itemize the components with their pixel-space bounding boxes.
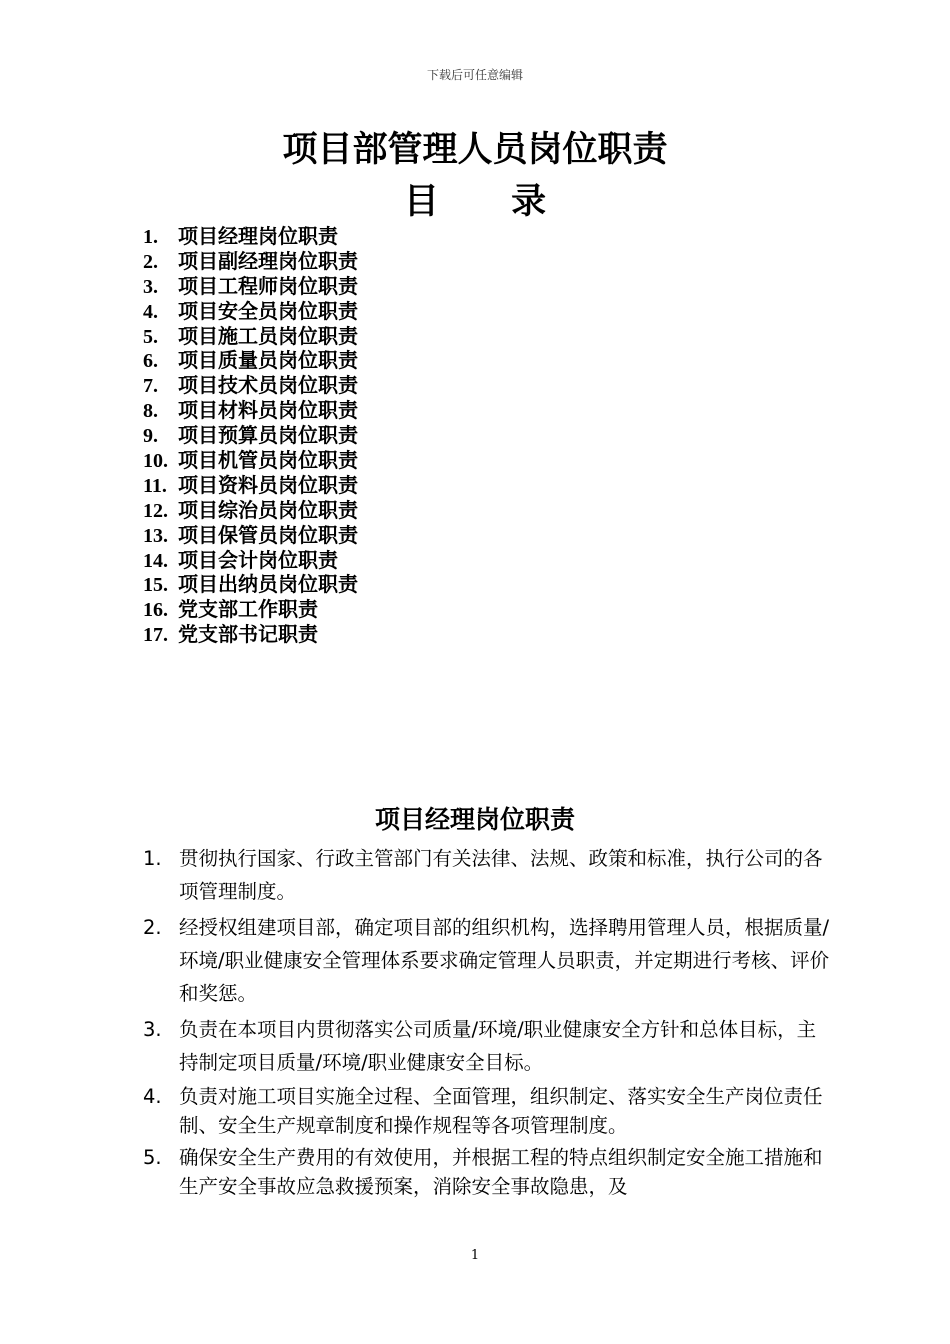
toc-item-number: 11.: [143, 474, 167, 497]
toc-item-label: 项目经理岗位职责: [178, 224, 338, 248]
duty-item: [143, 842, 833, 908]
header-note: 下载后可任意编辑: [426, 68, 523, 82]
toc-item-number: 5.: [143, 325, 158, 348]
toc-item-label: 项目质量员岗位职责: [178, 348, 358, 373]
duty-text: 贯彻执行国家、行政主管部门有关法律、法规、政策和标准，执行公司的各项管理制度。: [179, 847, 823, 903]
duty-item: [143, 1082, 833, 1140]
toc-item-label: 项目施工员岗位职责: [178, 323, 358, 348]
toc-item[interactable]: [143, 498, 358, 523]
toc-item[interactable]: [143, 249, 358, 274]
toc-item-label: 项目出纳员岗位职责: [178, 572, 358, 597]
toc-item-number: 9.: [143, 425, 158, 448]
toc-item-number: 4.: [143, 300, 158, 323]
toc-title: 目 录: [403, 182, 577, 222]
toc-item-label: 项目副经理岗位职责: [178, 248, 358, 273]
toc-item-number: 12.: [143, 499, 168, 522]
toc-item-number: 16.: [143, 599, 168, 622]
duty-number: 1.: [143, 847, 162, 870]
duty-text: 经授权组建项目部，确定项目部的组织机构，选择聘用管理人员，根据质量/环境/职业健康安全管理体系要求确定管理人员职责，并定期进行考核、评价和奖惩。: [179, 916, 830, 1005]
toc-item-number: 17.: [143, 624, 168, 647]
toc-item-label: 项目保管员岗位职责: [178, 522, 358, 547]
toc-item-number: 15.: [143, 574, 168, 597]
toc-item-label: 项目综治员岗位职责: [178, 497, 358, 522]
toc-item-number: 7.: [143, 375, 158, 398]
toc-item-label: 项目会计岗位职责: [178, 547, 338, 572]
duty-number: 3.: [143, 1018, 162, 1041]
toc-item[interactable]: [143, 299, 358, 324]
section-title: 项目经理岗位职责: [374, 805, 575, 834]
duty-list: [143, 842, 833, 1204]
toc-item-label: 项目资料员岗位职责: [178, 472, 358, 497]
duty-number: 4.: [143, 1085, 162, 1108]
duty-text: 确保安全生产费用的有效使用，并根据工程的特点组织制定安全施工措施和生产安全事故应急救援预案，消除安全事故隐患，及: [179, 1146, 823, 1198]
toc-item[interactable]: [143, 473, 358, 498]
toc-item[interactable]: [143, 548, 358, 573]
duty-text: 负责对施工项目实施全过程、全面管理，组织制定、落实安全生产岗位责任制、安全生产规章制度和操作规程等各项管理制度。: [179, 1085, 823, 1137]
toc-item[interactable]: [143, 572, 358, 597]
duty-number: 5.: [143, 1146, 162, 1169]
toc-item-number: 1.: [143, 226, 158, 248]
toc-item-number: 2.: [143, 250, 158, 273]
toc-item-number: 10.: [143, 450, 168, 473]
page-number: 1: [470, 1248, 480, 1263]
toc-item-label: 项目安全员岗位职责: [178, 298, 358, 323]
toc-item[interactable]: [143, 224, 358, 249]
toc-item[interactable]: [143, 398, 358, 423]
toc-item[interactable]: [143, 622, 358, 647]
duty-number: 2.: [143, 916, 162, 939]
toc-item-number: 14.: [143, 549, 168, 572]
toc-item-number: 6.: [143, 350, 158, 373]
toc-item-label: 项目机管员岗位职责: [178, 448, 358, 473]
toc-item[interactable]: [143, 523, 358, 548]
table-of-contents: [143, 224, 358, 647]
duty-text: 负责在本项目内贯彻落实公司质量/环境/职业健康安全方针和总体目标，主持制定项目质量/环境/职业健康安全目标。: [179, 1018, 817, 1074]
toc-item-number: 3.: [143, 275, 158, 298]
toc-item[interactable]: [143, 274, 358, 299]
toc-item[interactable]: [143, 448, 358, 473]
toc-item-label: 项目工程师岗位职责: [178, 273, 358, 298]
toc-item[interactable]: [143, 324, 358, 349]
toc-item[interactable]: [143, 373, 358, 398]
duty-item: [143, 1013, 833, 1079]
document-title: 项目部管理人员岗位职责: [282, 130, 668, 170]
toc-item-number: 8.: [143, 400, 158, 423]
toc-item[interactable]: [143, 423, 358, 448]
toc-item[interactable]: [143, 597, 358, 622]
duty-item: [143, 1143, 833, 1201]
toc-item-label: 项目预算员岗位职责: [178, 423, 358, 448]
toc-item-label: 项目技术员岗位职责: [178, 373, 358, 398]
toc-item-label: 项目材料员岗位职责: [178, 398, 358, 423]
toc-item[interactable]: [143, 348, 358, 373]
toc-item-number: 13.: [143, 524, 168, 547]
duty-item: [143, 911, 833, 1010]
toc-item-label: 党支部书记职责: [178, 622, 318, 647]
toc-item-label: 党支部工作职责: [178, 597, 318, 622]
